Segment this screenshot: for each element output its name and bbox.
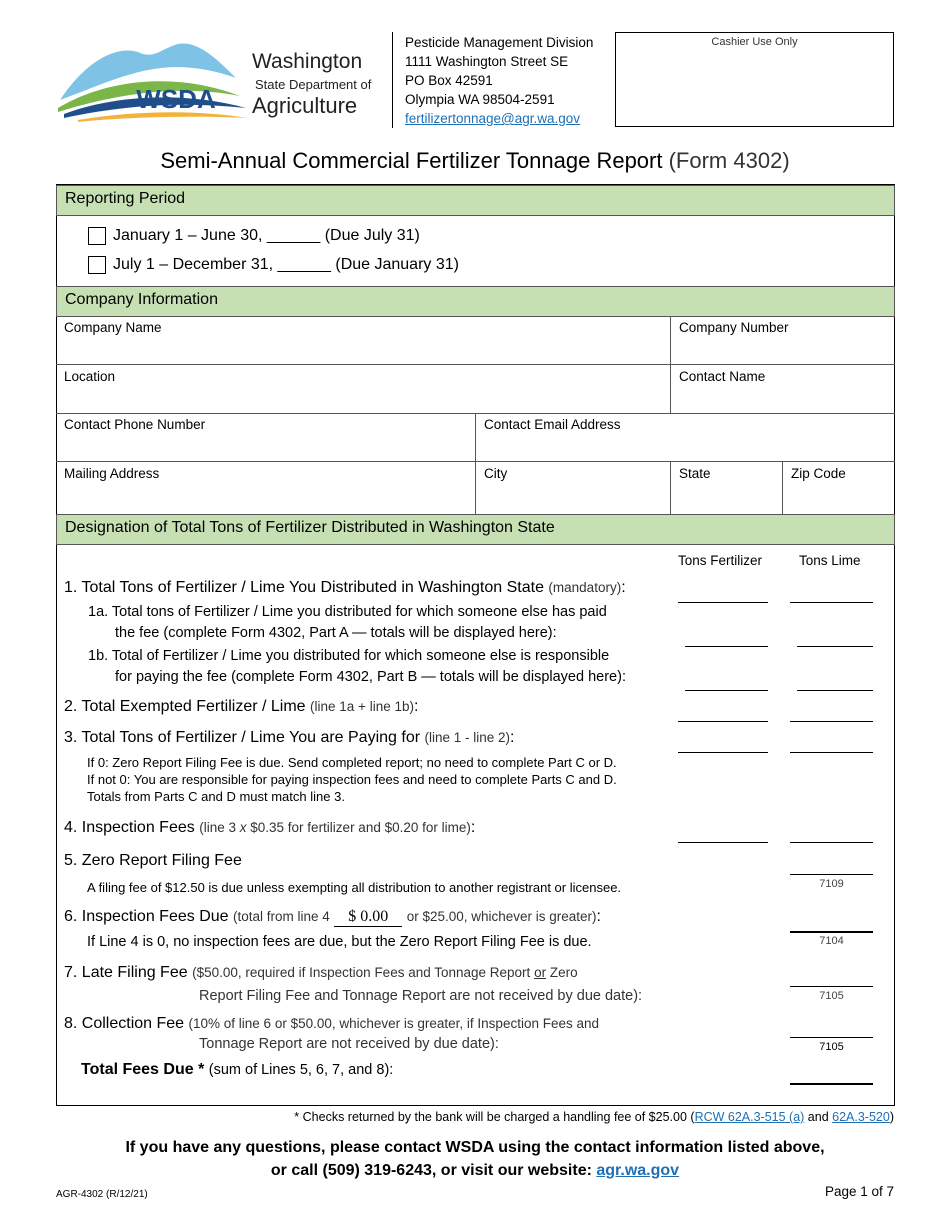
city-field[interactable]: City — [484, 466, 508, 481]
line-1b-label: 1b. Total of Fertilizer / Lime you distributed for which someone else is responsible — [88, 648, 610, 664]
header-divider — [392, 32, 393, 128]
line-1-lime-input[interactable] — [790, 602, 873, 603]
line-6-value: $ 0.00 — [334, 908, 402, 927]
company-info-heading: Company Information — [56, 286, 895, 317]
line-5-fee-input[interactable] — [790, 874, 873, 875]
state-field[interactable]: State — [679, 466, 711, 481]
company-name-field[interactable]: Company Name — [64, 320, 162, 335]
contact-name-field[interactable]: Contact Name — [679, 369, 766, 384]
zip-code-field[interactable]: Zip Code — [791, 466, 846, 481]
rcw-515-link[interactable]: RCW 62A.3-515 (a) — [694, 1110, 805, 1124]
line-4-label: 4. Inspection Fees (line 3 x $0.35 for fertilizer and $0.20 for lime): — [64, 819, 476, 836]
line-6-fee-input[interactable] — [790, 931, 873, 933]
location-field[interactable]: Location — [64, 369, 116, 384]
line-7-code: 7105 — [819, 990, 844, 1002]
period-2-checkbox[interactable] — [88, 256, 106, 274]
col-tons-fertilizer: Tons Fertilizer — [678, 553, 763, 568]
line-3-notes: If 0: Zero Report Filing Fee is due. Send completed report; no need to complete Part C or D. If not 0: You are responsible for paying inspection fees and need to complete Parts C and D. Totals from Parts C and D must match line 3. — [87, 755, 617, 804]
line-4-fertilizer-input[interactable] — [678, 842, 768, 843]
line-6-code: 7104 — [819, 935, 844, 947]
line-2-fertilizer-input[interactable] — [678, 721, 768, 722]
col-tons-lime: Tons Lime — [799, 553, 861, 568]
line-1a-label: 1a. Total tons of Fertilizer / Lime you distributed for which someone else has paid — [88, 604, 607, 620]
line-6-note: If Line 4 is 0, no inspection fees are due, but the Zero Report Filing Fee is due. — [87, 934, 592, 950]
svg-text:Agriculture: Agriculture — [252, 93, 358, 118]
line-7-label: 7. Late Filing Fee ($50.00, required if Inspection Fees and Tonnage Report or Zero — [64, 964, 578, 981]
logo-mark: WSDA — [136, 84, 216, 114]
page-title: Semi-Annual Commercial Fertilizer Tonnage Report (Form 4302) — [160, 148, 790, 173]
line-1a-fertilizer-input[interactable] — [685, 646, 768, 647]
rcw-520-link[interactable]: 62A.3-520 — [832, 1110, 890, 1124]
line-1b-fertilizer-input[interactable] — [685, 690, 768, 691]
division-address: Pesticide Management Division 1111 Washington Street SE PO Box 42591 Olympia WA 98504-2591 fertilizertonnage@agr.wa.gov — [405, 35, 594, 126]
reporting-period-heading: Reporting Period — [56, 185, 895, 216]
line-7-fee-input[interactable] — [790, 986, 873, 987]
company-number-field[interactable]: Company Number — [679, 320, 789, 335]
line-8-code: 7105 — [819, 1041, 844, 1053]
line-3-lime-input[interactable] — [790, 752, 873, 753]
website-link[interactable]: agr.wa.gov — [596, 1162, 680, 1179]
contact-email-field[interactable]: Contact Email Address — [484, 417, 621, 432]
line-1-label: 1. Total Tons of Fertilizer / Lime You Distributed in Washington State (mandatory): — [64, 579, 626, 596]
period-2-label: July 1 – December 31, ______ (Due January 31) — [113, 256, 459, 273]
line-8-label: 8. Collection Fee (10% of line 6 or $50.00, whichever is greater, if Inspection Fees and — [64, 1015, 599, 1032]
period-1-checkbox[interactable] — [88, 227, 106, 245]
line-1a-lime-input[interactable] — [797, 646, 873, 647]
form-number: AGR-4302 (R/12/21) — [56, 1189, 148, 1200]
svg-text:State Department of: State Department of — [255, 77, 372, 92]
designation-heading: Designation of Total Tons of Fertilizer Distributed in Washington State — [56, 514, 895, 545]
line-3-fertilizer-input[interactable] — [678, 752, 768, 753]
total-fees-label: Total Fees Due * (sum of Lines 5, 6, 7, and 8): — [81, 1061, 394, 1078]
contact-phone-field[interactable]: Contact Phone Number — [64, 417, 206, 432]
svg-text:Washington: Washington — [252, 50, 363, 73]
cashier-use-box: Cashier Use Only — [615, 32, 894, 127]
email-link[interactable]: fertilizertonnage@agr.wa.gov — [405, 111, 581, 126]
wsda-logo — [58, 38, 378, 124]
contact-info: If you have any questions, please contact WSDA using the contact information listed above, or call (509) 319-6243, or visit our website: agr.wa.gov — [125, 1139, 825, 1179]
line-1b-lime-input[interactable] — [797, 690, 873, 691]
line-2-lime-input[interactable] — [790, 721, 873, 722]
line-5-code: 7109 — [819, 878, 844, 890]
mailing-address-field[interactable]: Mailing Address — [64, 466, 160, 481]
line-2-label: 2. Total Exempted Fertilizer / Lime (line 1a + line 1b): — [64, 698, 419, 715]
line-4-lime-input[interactable] — [790, 842, 873, 843]
checks-note: * Checks returned by the bank will be charged a handling fee of $25.00 (RCW 62A.3-515 (a) and 62A.3-520) — [294, 1110, 894, 1124]
period-1-label: January 1 – June 30, ______ (Due July 31) — [113, 227, 420, 244]
line-8-fee-input[interactable] — [790, 1037, 873, 1038]
line-3-label: 3. Total Tons of Fertilizer / Lime You are Paying for (line 1 - line 2): — [64, 729, 515, 746]
line-5-note: A filing fee of $12.50 is due unless exempting all distribution to another registrant or licensee. — [87, 880, 622, 895]
total-fees-input[interactable] — [790, 1083, 873, 1085]
line-6-label: 6. Inspection Fees Due (total from line 4 $ 0.00 or $25.00, whichever is greater): — [64, 908, 601, 925]
line-5-label: 5. Zero Report Filing Fee — [64, 852, 242, 869]
page-number: Page 1 of 7 — [824, 1184, 894, 1199]
line-1-fertilizer-input[interactable] — [678, 602, 768, 603]
